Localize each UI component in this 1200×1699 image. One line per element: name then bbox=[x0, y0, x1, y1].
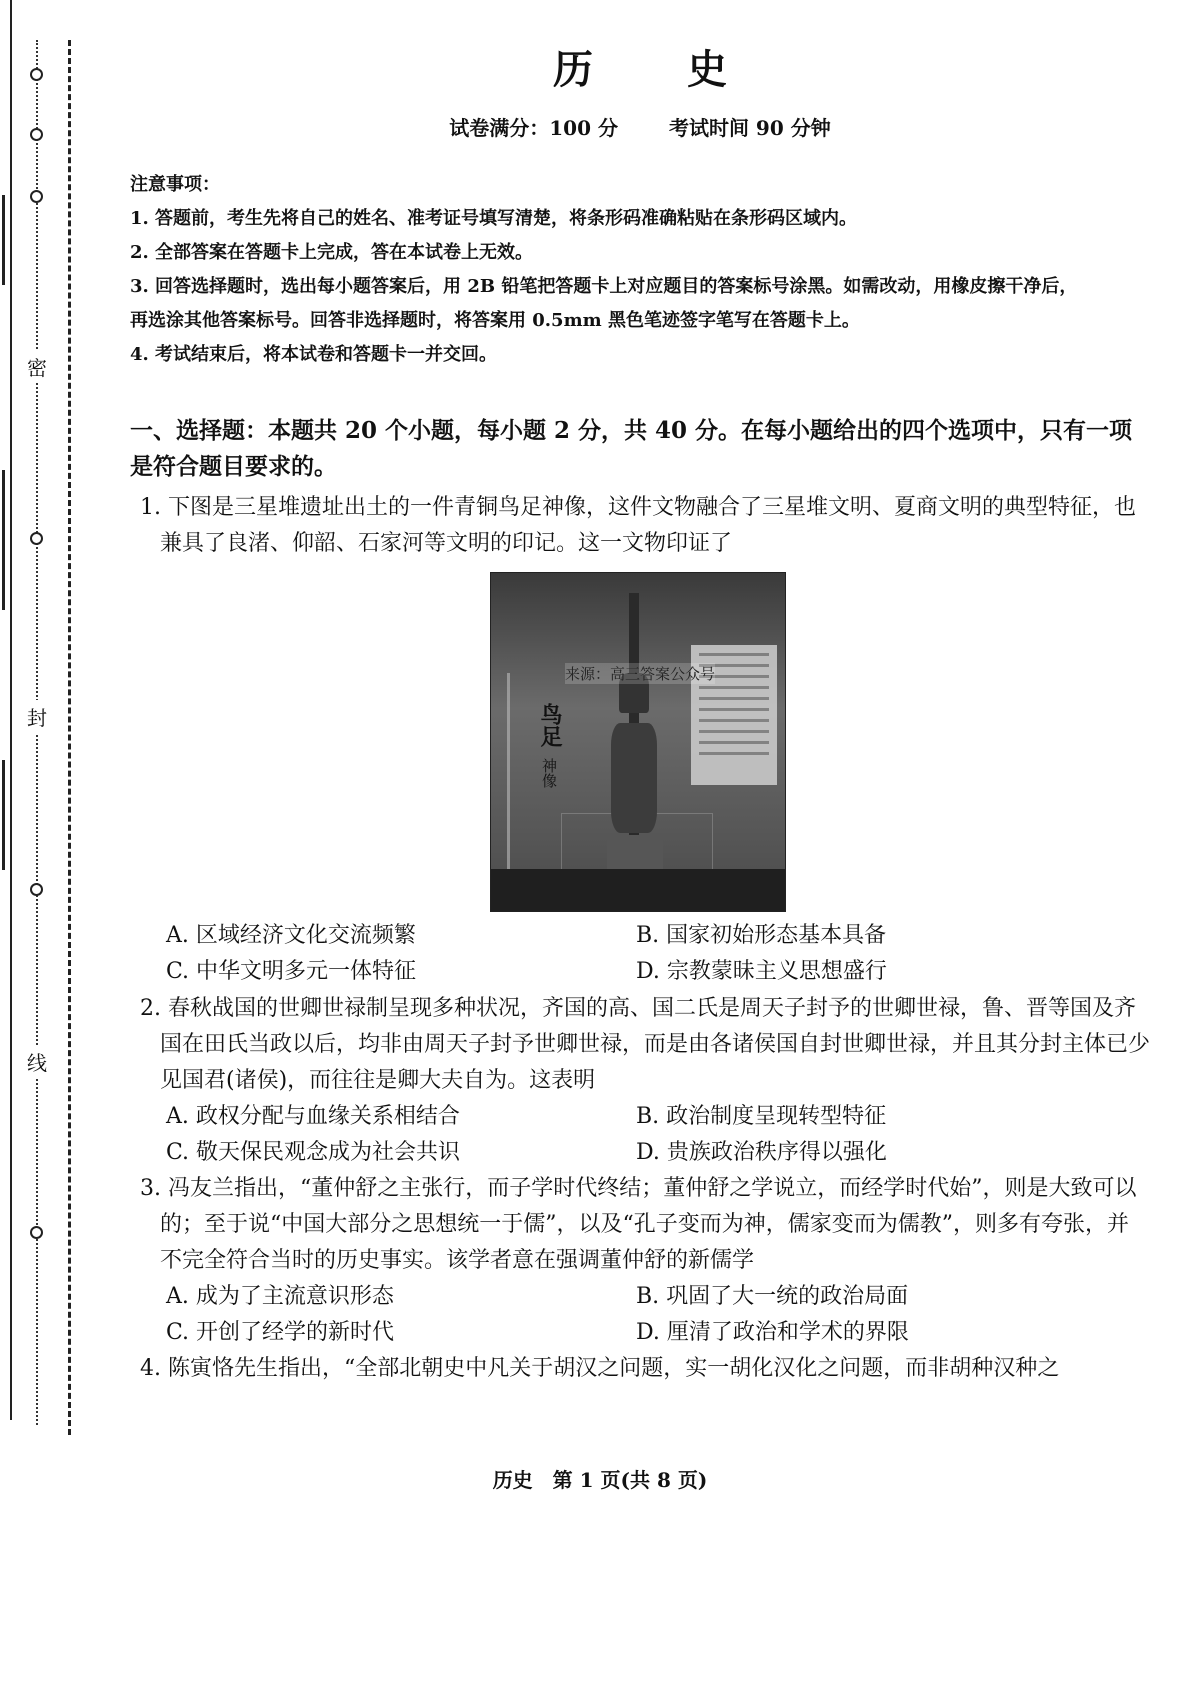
full-score: 试卷满分：100 分 bbox=[449, 116, 618, 140]
hole-circle-icon bbox=[30, 128, 43, 141]
notice-heading: 注意事项： bbox=[130, 174, 220, 195]
option-c: C. 敬天保民观念成为社会共识 bbox=[166, 1140, 461, 1165]
seal-char-feng: 封 bbox=[27, 700, 47, 733]
edge-mark bbox=[2, 760, 5, 870]
watermark: 来源：高三答案公众号 bbox=[565, 665, 716, 683]
hole-circle-icon bbox=[30, 883, 43, 896]
dashed-cut-line bbox=[68, 40, 71, 1435]
option-b: B. 政治制度呈现转型特征 bbox=[636, 1104, 887, 1129]
hole-circle-icon bbox=[30, 1226, 43, 1239]
question-stem: 2. 春秋战国的世卿世禄制呈现多种状况，齐国的高、国二氏是周天子封予的世卿世禄，鲁、晋等国及齐国在田氏当政以后，均非由周天子封予世卿世禄，而是由各诸侯国自封世卿世禄，并且其分封主体已少见国君(诸侯)，而往往是卿大夫自为。这表明 bbox=[140, 996, 1151, 1093]
question-stem: 3. 冯友兰指出，“董仲舒之主张行，而子学时代终结；董仲舒之学说立，而经学时代始”，则是大致可以的；至于说“中国大部分之思想统一于儒”，以及“孔子变而为神，儒家变而为儒教”，则多有夸张，并不完全符合当时的历史事实。该学者意在强调董仲舒的新儒学 bbox=[140, 1176, 1137, 1273]
question-stem: 4. 陈寅恪先生指出，“全部北朝史中凡关于胡汉之问题，实一胡化汉化之问题，而非胡种汉种之 bbox=[140, 1356, 1060, 1381]
option-d: D. 宗教蒙昧主义思想盛行 bbox=[636, 959, 887, 984]
notice-item: 2. 全部答案在答题卡上完成，答在本试卷上无效。 bbox=[130, 242, 534, 263]
question-4 bbox=[140, 1351, 1150, 1387]
page-footer: 历史 第 1 页(共 8 页) bbox=[492, 1468, 708, 1492]
question-1-options bbox=[140, 918, 1150, 990]
binding-margin bbox=[0, 0, 80, 1440]
section-heading bbox=[130, 413, 1150, 485]
section-heading-line: 一、选择题：本题共 20 个小题，每小题 2 分，共 40 分。在每小题给出的四个选项中，只有一项 bbox=[130, 417, 1133, 444]
edge-mark bbox=[2, 195, 5, 285]
option-b: B. 巩固了大一统的政治局面 bbox=[636, 1284, 909, 1309]
hole-circle-icon bbox=[30, 190, 43, 203]
exam-meta bbox=[130, 112, 1150, 141]
option-a: A. 成为了主流意识形态 bbox=[166, 1284, 394, 1309]
notice-item: 再选涂其他答案标号。回答非选择题时，将答案用 0.5mm 黑色笔迹签字笔写在答题卡上。 bbox=[130, 310, 860, 331]
option-a: A. 政权分配与血缘关系相结合 bbox=[166, 1104, 460, 1129]
option-c: C. 开创了经学的新时代 bbox=[166, 1320, 395, 1345]
option-d: D. 贵族政治秩序得以强化 bbox=[636, 1140, 887, 1165]
notice-item: 1. 答题前，考生先将自己的姓名、准考证号填写清楚，将条形码准确粘贴在条形码区域内。 bbox=[130, 208, 858, 229]
option-a: A. 区域经济文化交流频繁 bbox=[166, 923, 416, 948]
question-2 bbox=[140, 991, 1150, 1171]
notice-item: 4. 考试结束后，将本试卷和答题卡一并交回。 bbox=[130, 344, 498, 365]
seal-char-xian: 线 bbox=[27, 1045, 47, 1078]
statue-body bbox=[611, 723, 657, 833]
option-d: D. 厘清了政治和学术的界限 bbox=[636, 1320, 909, 1345]
bronze-statue-photo bbox=[490, 572, 786, 912]
seal-char-mi: 密 bbox=[27, 350, 47, 383]
option-b: B. 国家初始形态基本具备 bbox=[636, 923, 887, 948]
figure-subcaption: 神像 bbox=[540, 758, 558, 788]
exam-title: 历 史 bbox=[553, 46, 767, 93]
figure-caption: 鸟足 bbox=[537, 703, 563, 747]
question-stem: 1. 下图是三星堆遗址出土的一件青铜鸟足神像，这件文物融合了三星堆文明、夏商文明的典型特征，也兼具了良渚、仰韶、石家河等文明的印记。这一文物印证了 bbox=[140, 495, 1136, 556]
notice-item: 3. 回答选择题时，选出每小题答案后，用 2B 铅笔把答题卡上对应题目的答案标号涂黑。如需改动，用橡皮擦干净后， bbox=[130, 276, 1078, 297]
floor bbox=[491, 869, 785, 911]
exam-time: 考试时间 90 分钟 bbox=[668, 116, 831, 140]
option-c: C. 中华文明多元一体特征 bbox=[166, 959, 417, 984]
notice-block bbox=[130, 168, 1150, 372]
question-3 bbox=[140, 1171, 1150, 1351]
hole-circle-icon bbox=[30, 68, 43, 81]
question-1 bbox=[140, 490, 1150, 562]
section-heading-line: 是符合题目要求的。 bbox=[130, 453, 337, 480]
hole-circle-icon bbox=[30, 532, 43, 545]
edge-mark bbox=[2, 470, 5, 610]
